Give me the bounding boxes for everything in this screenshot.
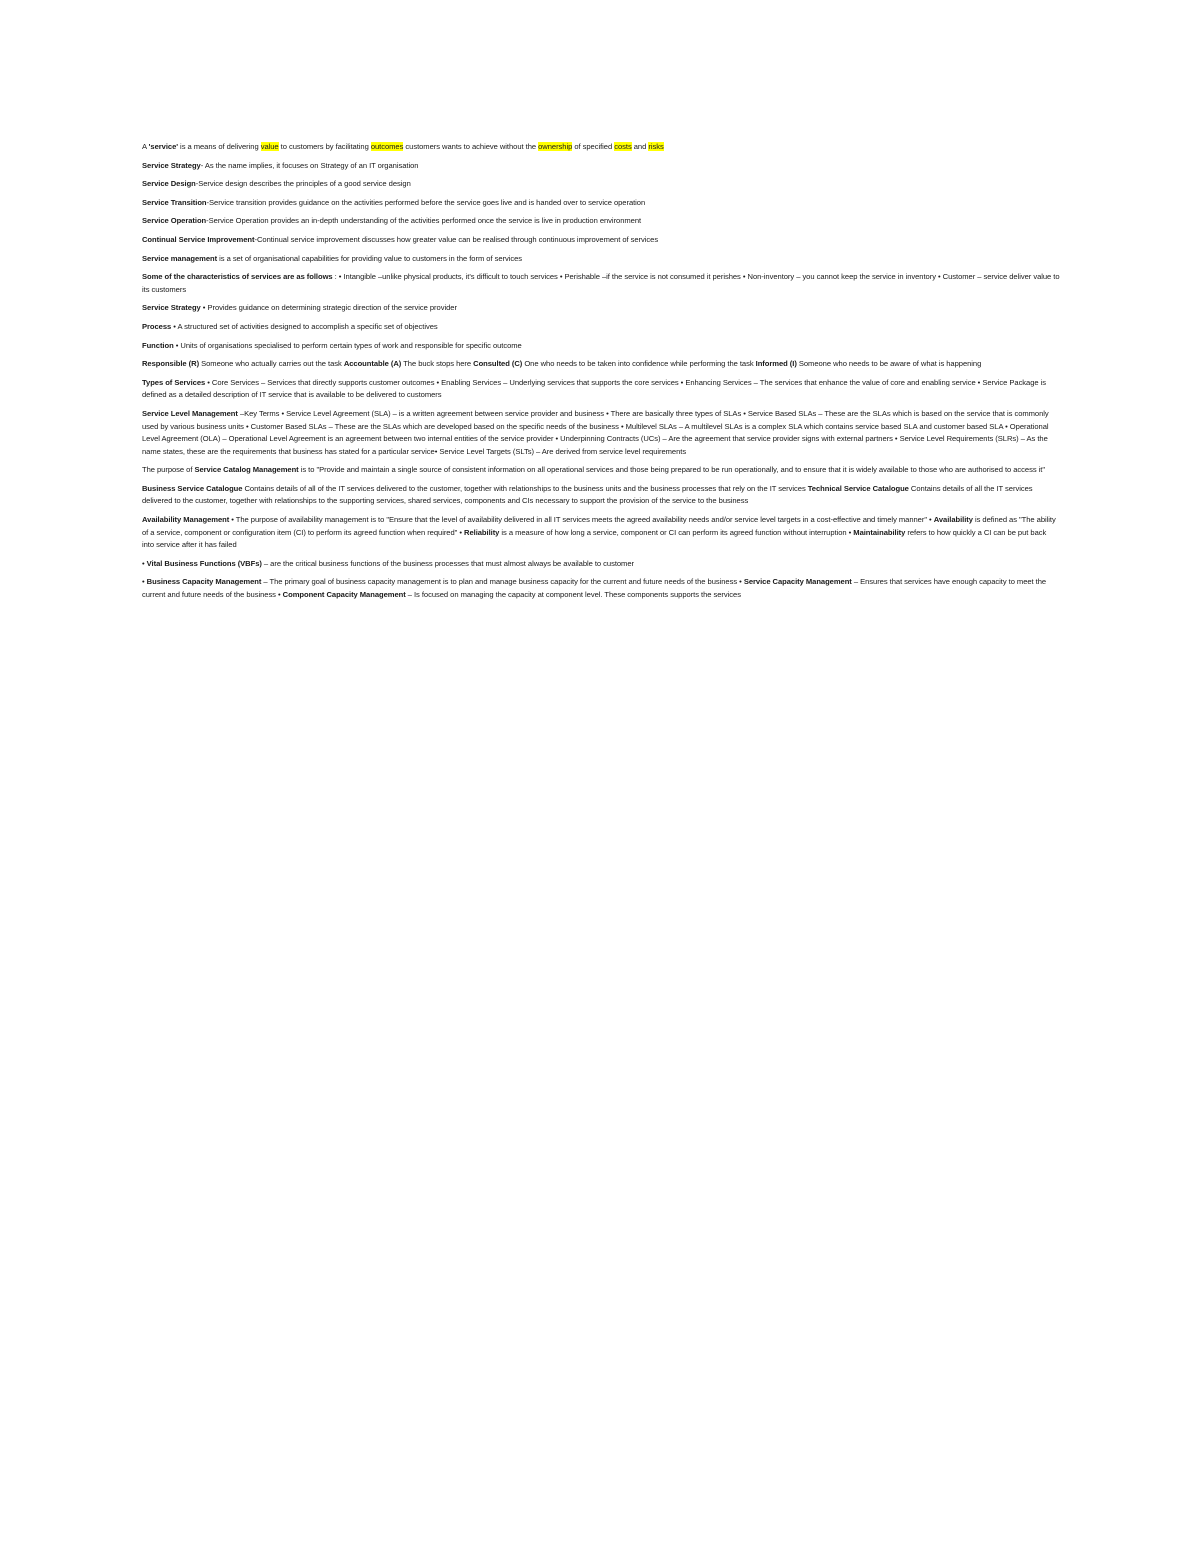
text-run: • The purpose of availability management is to "Ensure that the level of availability delivered in all IT services meets the agreed availability needs and/or service level targets in a cost-effective and timely manner" • [229, 515, 934, 525]
text-run: and [631, 142, 649, 151]
paragraph [142, 160, 1060, 173]
bold-term: Service Strategy [142, 303, 201, 313]
bold-term: Service Catalog Management [194, 465, 299, 475]
text-run: The purpose of [142, 465, 195, 475]
text-run: - As the name implies, it focuses on Strategy of an IT organisation [200, 160, 419, 170]
paragraph [142, 253, 1060, 266]
paragraph [142, 215, 1060, 228]
bold-term: Service Capacity Management [743, 577, 852, 587]
paragraph [142, 358, 1060, 371]
bold-term: Responsible (R) [142, 359, 200, 369]
bold-term: Service Operation [142, 216, 207, 226]
highlighted-text: ownership [538, 142, 573, 151]
paragraph [142, 514, 1060, 552]
text-run: – The primary goal of business capacity management is to plan and manage business capacity for the current and future needs of the business • [261, 577, 744, 587]
text-run: of specified [572, 142, 615, 151]
text-run: • Core Services – Services that directly supports customer outcomes • Enabling Services – Underlying services that supports the core services • Enhancing Services – The services that enhance the value of core and enabling service • Service Package is defined as a detailed description of IT service that is available to be delivered to customers [142, 377, 1047, 400]
text-run: is defined as "The ability of a service, component or configuration item (CI) to perform its agreed function when required" • [142, 515, 1056, 537]
text-run: : • Intangible –unlike physical products, it's difficult to touch services • Perishable –if the service is not consumed it perishes • Non-inventory – you cannot keep the service in inventory • Customer – service deliver value to its customers [142, 272, 1060, 294]
text-run: -Service transition provides guidance on the activities performed before the service goes live and is handed over to service operation [206, 197, 646, 207]
bold-term: Accountable (A) [343, 359, 402, 369]
bold-term: Business Service Catalogue [142, 483, 243, 493]
bold-term: Availability Management [142, 515, 230, 525]
text-run: A [142, 142, 149, 151]
text-run: Someone who needs to be aware of what is happening [796, 359, 982, 369]
bold-term: Types of Services [142, 377, 206, 387]
text-run: -Service Operation provides an in-depth understanding of the activities performed once the service is live in production environment [206, 216, 642, 226]
text-run: is a means of delivering [178, 142, 261, 151]
bold-term: Service Level Management [142, 408, 238, 418]
paragraph [142, 321, 1060, 334]
bold-term: Service management [142, 253, 218, 263]
highlighted-text: value [260, 142, 279, 151]
text-run: • [142, 577, 147, 587]
bold-term: Process [142, 321, 172, 331]
text-run: to customers by facilitating [278, 142, 371, 151]
bold-term: Continual Service Improvement [142, 234, 255, 244]
paragraph [142, 178, 1060, 191]
highlighted-text: costs [614, 142, 632, 151]
text-run: is a measure of how long a service, component or CI can perform its agreed function without interruption • [499, 527, 854, 537]
bold-term: 'service' [148, 142, 178, 151]
text-run: is a set of organisational capabilities for providing value to customers in the form of services [217, 253, 523, 263]
bold-term: Consulted (C) [473, 359, 523, 369]
paragraph [142, 302, 1060, 315]
paragraph [142, 464, 1060, 477]
text-run: Contains details of all of the IT services delivered to the customer, together with relationships to the business units and the business processes that rely on the IT services [242, 483, 808, 493]
bold-term: Availability [933, 515, 973, 525]
highlighted-text: risks [648, 142, 664, 151]
paragraph [142, 483, 1060, 508]
bold-term: Function [142, 340, 174, 350]
bold-term: Service Design [142, 179, 196, 189]
text-run: Someone who actually carries out the task [199, 359, 344, 369]
paragraph [142, 141, 1060, 154]
bold-term: Service Strategy [142, 160, 201, 170]
bold-term: Maintainability [853, 527, 906, 537]
bold-term: Service Transition [142, 197, 207, 207]
paragraph [142, 271, 1060, 296]
text-run: -Continual service improvement discusses how greater value can be realised through continuous improvement of services [254, 234, 659, 244]
paragraph [142, 234, 1060, 247]
paragraph [142, 576, 1060, 601]
text-run: The buck stops here [401, 359, 474, 369]
text-run: –Key Terms • Service Level Agreement (SLA) – is a written agreement between service provider and business • There are basically three types of SLAs • Service Based SLAs – These are the SLAs which is based on the service that is commonly used by various business units • Customer Based SLAs – These are the SLAs which are developed based on the specific needs of the business • Multilevel SLAs – A multilevel SLAs is a complex SLA which contains service based SLA and customer based SLA • Operational Level Agreement (OLA) – Operational Level Agreement is an agreement between two internal entities of the service provider • Underpinning Contracts (UCs) – Are the agreement that service provider signs with external partners • Service Level Requirements (SLRs) – As the name states, these are the requirements that business has stated for a particular service• Service Level Targets (SLTs) – Are derived from service level requirements [142, 408, 1049, 456]
bold-term: Business Capacity Management [146, 577, 262, 587]
bold-term: Some of the characteristics of services are as follows [142, 272, 333, 282]
paragraph [142, 197, 1060, 210]
paragraph [142, 408, 1060, 458]
highlighted-text: outcomes [370, 142, 404, 151]
paragraph [142, 340, 1060, 353]
paragraph [142, 377, 1060, 402]
text-run: • Units of organisations specialised to perform certain types of work and responsible for specific outcome [173, 340, 522, 350]
text-run: • [142, 558, 147, 568]
text-run: One who needs to be taken into confidence while performing the task [522, 359, 756, 369]
paragraph [142, 558, 1060, 571]
bold-term: Component Capacity Management [282, 590, 406, 600]
text-run: refers to how quickly a CI can be put back into service after it has failed [142, 527, 1047, 550]
bold-term: Reliability [464, 527, 500, 537]
text-run: is to "Provide and maintain a single source of consistent information on all operational services and those being prepared to be run operationally, and to ensure that it is widely available to those who are authorised to access it" [298, 465, 1045, 475]
text-run: -Service design describes the principles of a good service design [195, 179, 411, 189]
bold-term: Technical Service Catalogue [807, 483, 909, 493]
bold-term: Informed (I) [755, 359, 797, 369]
document-body [142, 141, 1060, 608]
bold-term: Vital Business Functions (VBFs) [146, 558, 262, 568]
text-run: – Ensures that services have enough capacity to meet the current and future needs of the business • [142, 577, 1047, 600]
text-run: • A structured set of activities designed to accomplish a specific set of objectives [171, 321, 438, 331]
text-run: • Provides guidance on determining strategic direction of the service provider [200, 303, 457, 313]
text-run: Contains details of all the IT services delivered to the customer, together with relationships to the supporting services, shared services, components and CIs necessary to support the provision of the service to the business [142, 483, 1033, 506]
text-run: – Is focused on managing the capacity at component level. These components supports the services [405, 590, 741, 600]
text-run: – are the critical business functions of the business processes that must almost always be available to customer [261, 558, 634, 568]
text-run: customers wants to achieve without the [403, 142, 539, 151]
